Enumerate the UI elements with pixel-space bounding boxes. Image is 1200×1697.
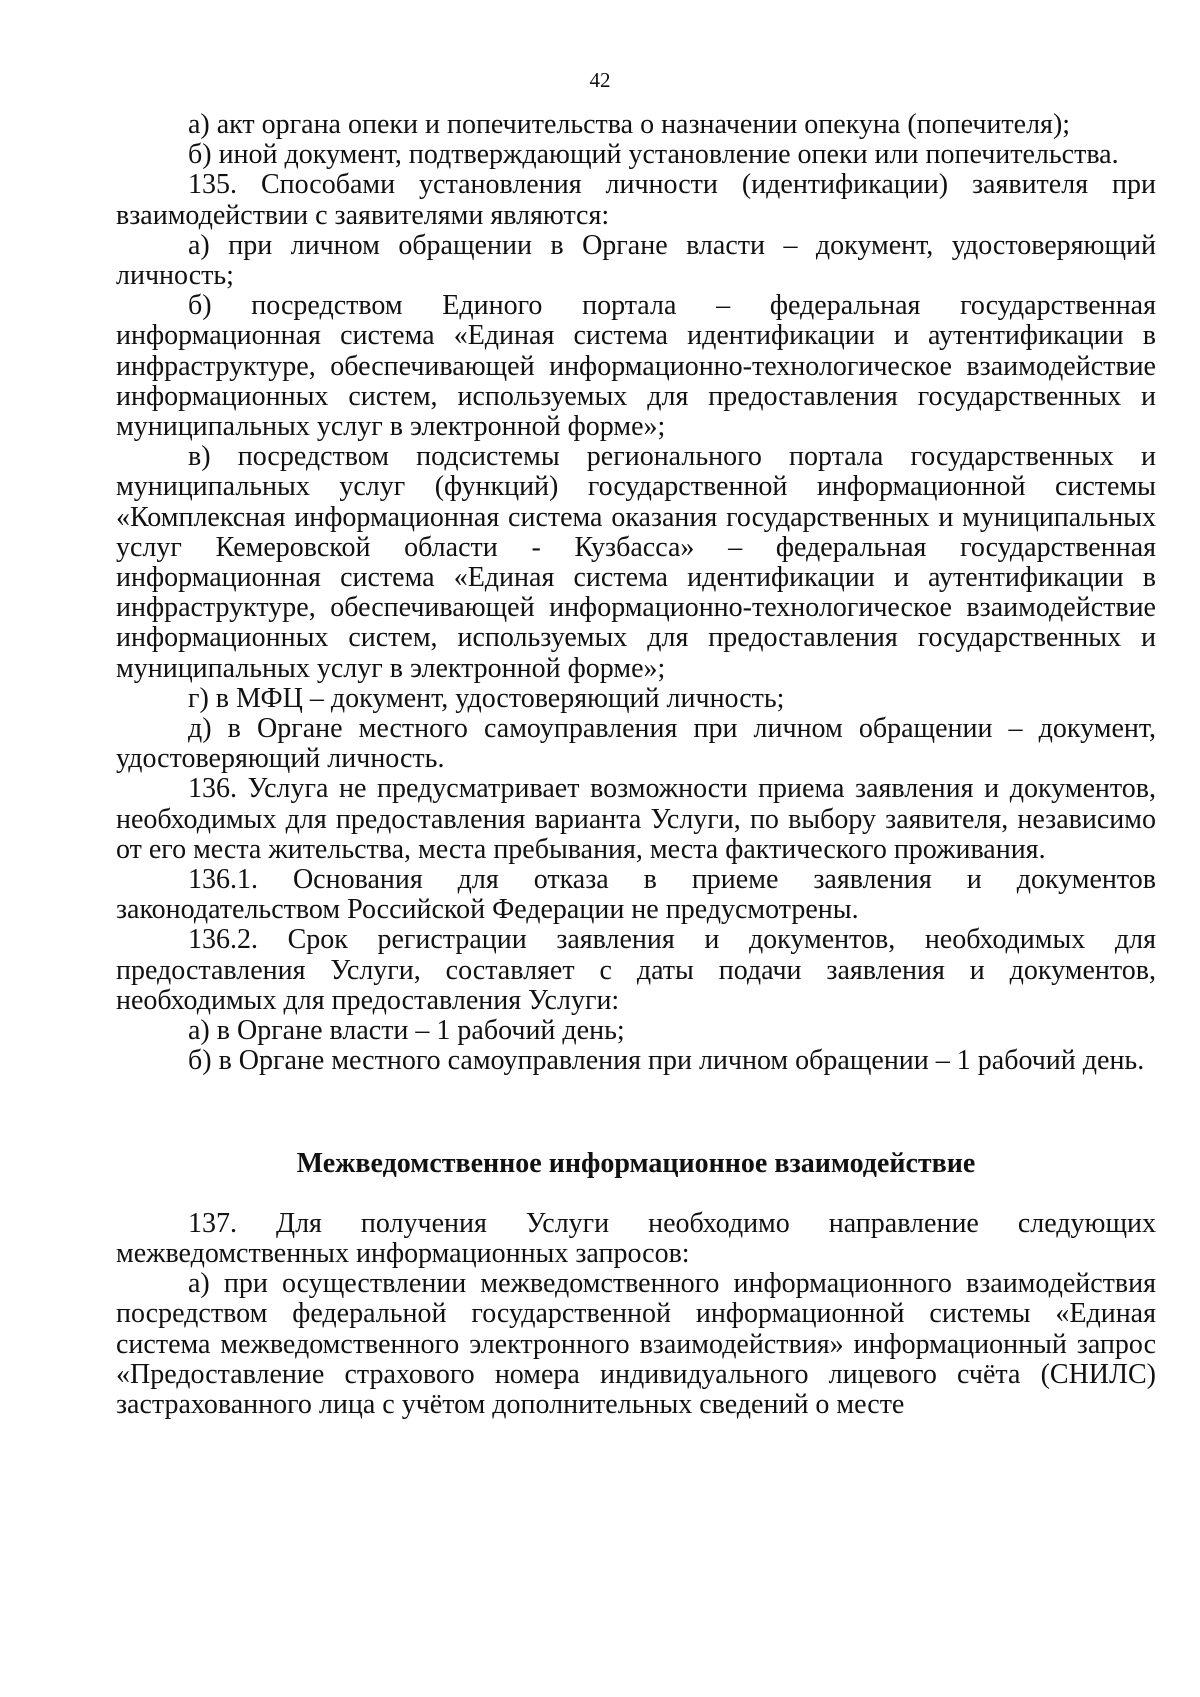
paragraph-135-a: а) при личном обращении в Органе власти – документ, удостоверяющий личность; (116, 229, 1156, 292)
paragraph-135-b: б) посредством Единого портала – федеральная государственная информационная система «Единая система идентификации и аутентификации в инфраструктуре, обеспечивающей информационно-технологическое взаимодействие информационных систем, используемых для предоставления государственных и муниципальных услуг в электронной форме»; (116, 290, 1156, 443)
paragraph-136-2: 136.2. Срок регистрации заявления и документов, необходимых для предоставления Услуги, составляет с даты подачи заявления и документов, необходимых для предоставления Услуги: (116, 924, 1156, 1016)
paragraph-136-2-a: а) в Органе власти – 1 рабочий день; (188, 1015, 625, 1047)
paragraph-136: 136. Услуга не предусматривает возможности приема заявления и документов, необходимых для предоставления варианта Услуги, по выбору заявителя, независимо от его места жительства, места пребывания, места фактического проживания. (116, 773, 1156, 865)
document-body (116, 110, 1156, 1420)
paragraph-136-2-b: б) в Органе местного самоуправления при личном обращении – 1 рабочий день. (188, 1045, 1145, 1077)
paragraph-135-g: г) в МФЦ – документ, удостоверяющий личность; (188, 682, 785, 714)
page-number: 42 (589, 68, 611, 92)
section-heading: Межведомственное информационное взаимодействие (296, 1147, 976, 1179)
paragraph-guardianship-act: а) акт органа опеки и попечительства о назначении опекуна (попечителя); (188, 109, 1071, 140)
paragraph-135-v: в) посредством подсистемы регионального портала государственных и муниципальных услуг (функций) государственной информационной системы «Комплексная информационная система оказания государственных и муниципальных услуг Кемеровской области - Кузбасса» – федеральная государственная информационная система «Единая система идентификации и аутентификации в инфраструктуре, обеспечивающей информационно-технологическое взаимодействие информационных систем, используемых для предоставления государственных и муниципальных услуг в электронной форме»; (116, 441, 1156, 684)
paragraph-135: 135. Способами установления личности (идентификации) заявителя при взаимодействии с заявителями являются: (116, 169, 1156, 231)
paragraph-137: 137. Для получения Услуги необходимо направление следующих межведомственных информационных запросов: (116, 1207, 1156, 1269)
paragraph-135-d: д) в Органе местного самоуправления при личном обращении – документ, удостоверяющий личность. (116, 713, 1156, 775)
paragraph-137-a: а) при осуществлении межведомственного информационного взаимодействия посредством федеральной государственной информационной системы «Единая система межведомственного электронного взаимодействия» информационный запрос «Предоставление страхового номера индивидуального лицевого счёта (СНИЛС) застрахованного лица с учётом дополнительных сведений о месте (116, 1268, 1156, 1420)
paragraph-other-document: б) иной документ, подтверждающий установление опеки или попечительства. (188, 139, 1119, 171)
paragraph-136-1: 136.1. Основания для отказа в приеме заявления и документов законодательством Российской Федерации не предусмотрены. (116, 864, 1156, 926)
